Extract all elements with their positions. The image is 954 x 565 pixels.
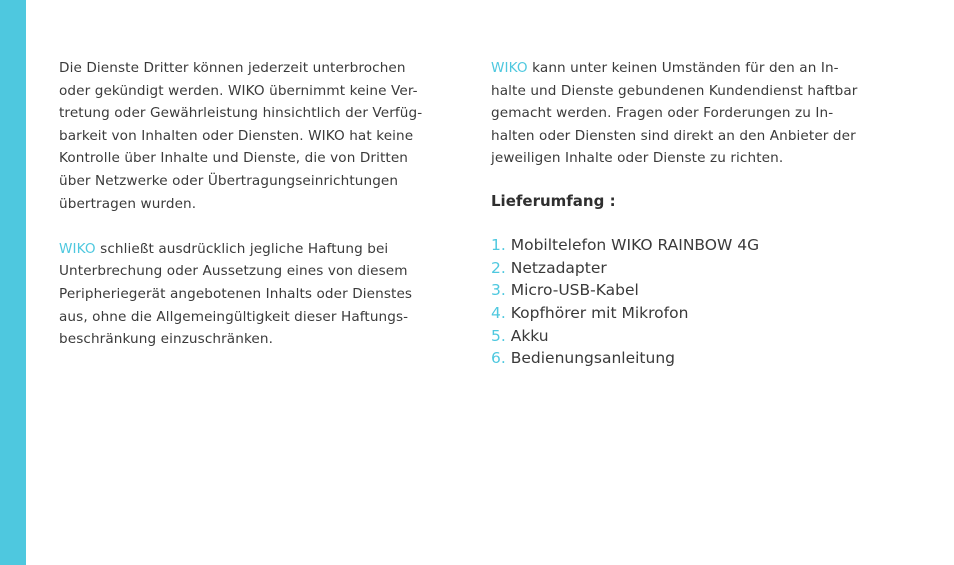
side-accent-bar — [0, 0, 26, 565]
brand-name: WIKO — [59, 240, 96, 257]
text-line: über Netzwerke oder Übertragungseinrichtungen — [59, 172, 399, 189]
list-item-label: Kopfhörer mit Mikrofon — [505, 304, 689, 323]
list-item-label: Akku — [505, 326, 549, 345]
list-item — [491, 234, 886, 257]
list-item-label: Micro-USB-Kabel — [505, 281, 639, 300]
left-column — [59, 57, 454, 351]
text-line: gemacht werden. Fragen oder Forderungen zu In- — [491, 105, 834, 122]
list-item — [491, 279, 886, 302]
text-line: halten oder Diensten sind direkt an den Anbieter der — [491, 127, 856, 144]
list-number: 1. — [491, 235, 506, 254]
text-line: schließt ausdrücklich jegliche Haftung bei — [95, 240, 389, 257]
text-line: kann unter keinen Umständen für den an In- — [527, 60, 839, 76]
text-line: halte und Dienste gebundenen Kundendienst haftbar — [491, 82, 858, 99]
text-line: oder gekündigt werden. WIKO übernimmt keine Ver- — [59, 82, 418, 99]
list-item-label: Mobiltelefon WIKO RAINBOW 4G — [505, 235, 760, 254]
paragraph-customer-service — [491, 57, 886, 170]
list-item — [491, 347, 886, 370]
list-item — [491, 325, 886, 348]
text-line: Die Dienste Dritter können jederzeit unterbrochen — [59, 60, 406, 76]
text-line: übertragen wurden. — [59, 195, 197, 212]
brand-name: WIKO — [491, 60, 528, 76]
text-line: jeweiligen Inhalte oder Dienste zu richten. — [491, 150, 784, 167]
list-number: 3. — [491, 281, 506, 300]
list-item-label: Bedienungsanleitung — [505, 349, 675, 368]
text-line: aus, ohne die Allgemeingültigkeit dieser Haftungs- — [59, 308, 409, 325]
text-line: tretung oder Gewährleistung hinsichtlich der Verfüg- — [59, 105, 423, 122]
text-line: beschränkung einzuschränken. — [59, 331, 274, 348]
text-line: Kontrolle über Inhalte und Dienste, die von Dritten — [59, 150, 409, 167]
text-line: Peripheriegerät angebotenen Inhalts oder Dienstes — [59, 285, 413, 302]
list-item — [491, 257, 886, 280]
list-number: 5. — [491, 326, 506, 345]
paragraph-third-party-services — [59, 57, 454, 215]
list-item-label: Netzadapter — [505, 258, 607, 277]
text-line: barkeit von Inhalten oder Diensten. WIKO hat keine — [59, 127, 414, 144]
paragraph-liability-exclusion — [59, 238, 454, 351]
right-column — [491, 57, 886, 370]
list-number: 4. — [491, 304, 506, 323]
list-number: 6. — [491, 349, 506, 368]
text-line: Unterbrechung oder Aussetzung eines von diesem — [59, 263, 408, 280]
list-number: 2. — [491, 258, 506, 277]
section-heading-package-contents: Lieferumfang : — [491, 191, 616, 210]
list-item — [491, 302, 886, 325]
package-contents-list — [491, 234, 886, 370]
